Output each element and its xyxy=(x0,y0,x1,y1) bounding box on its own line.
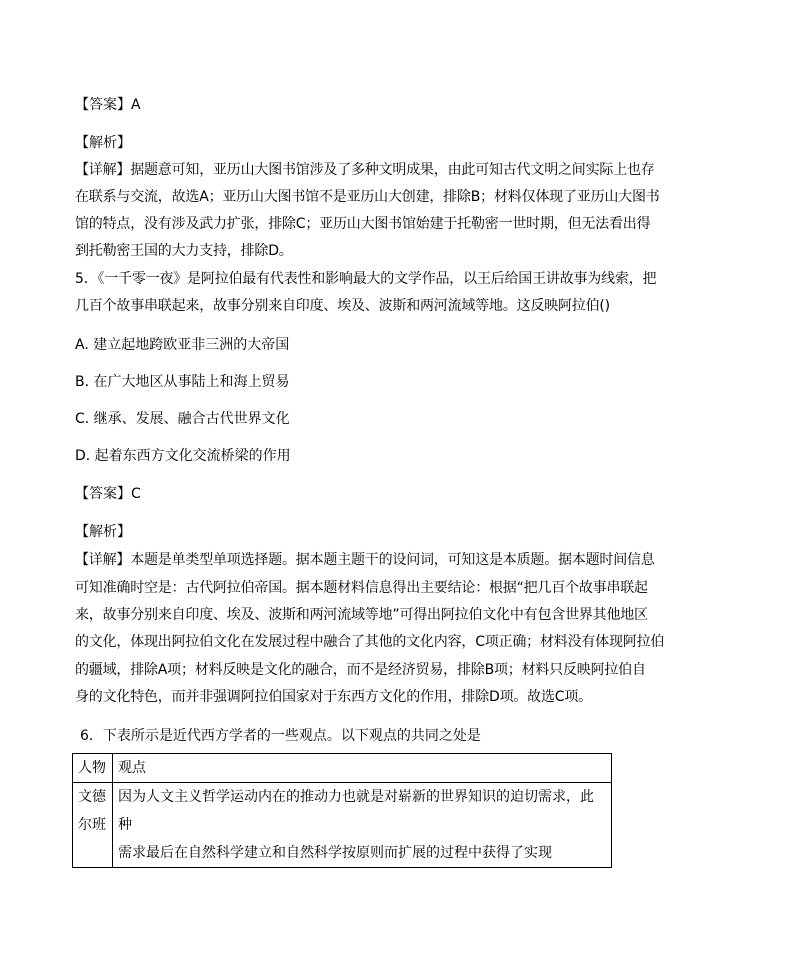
detail-2-line-1: 【详解】本题是单类型单项选择题。据本题主题干的设问词，可知这是本质题。据本题时间信息 xyxy=(75,552,655,568)
person-line-2: 尔班 xyxy=(78,817,106,833)
header-person: 人物 xyxy=(73,754,113,783)
answer-2: 【答案】C xyxy=(75,486,141,502)
cell-view xyxy=(113,783,612,868)
option-5-d: D. 起着东西方文化交流桥梁的作用 xyxy=(75,448,291,464)
detail-1-line-2: 在联系与交流，故选A；亚历山大图书馆不是亚历山大创建，排除B；材料仅体现了亚历山大图书 xyxy=(75,189,660,205)
option-5-c: C. 继承、发展、融合古代世界文化 xyxy=(75,411,290,427)
analysis-heading-2: 【解析】 xyxy=(75,524,131,540)
view-line-1: 因为人文主义哲学运动内在的推动力也就是对崭新的世界知识的迫切需求，此种 xyxy=(118,789,594,833)
detail-2-line-3: 来，故事分别来自印度、埃及、波斯和两河流域等地”可得出阿拉伯文化中有包含世界其他地区 xyxy=(75,607,648,623)
option-5-a: A. 建立起地跨欧亚非三洲的大帝国 xyxy=(75,337,290,353)
table-row xyxy=(73,783,612,868)
detail-1-line-4: 到托勒密王国的大力支持，排除D。 xyxy=(75,243,293,259)
detail-1-line-3: 馆的特点，没有涉及武力扩张，排除C；亚历山大图书馆始建于托勒密一世时期，但无法看出得 xyxy=(75,216,651,232)
view-line-2: 需求最后在自然科学建立和自然科学按原则而扩展的过程中获得了实现 xyxy=(118,845,552,861)
detail-2-line-6: 身的文化特色，而并非强调阿拉伯国家对于东西方文化的作用，排除D项。故选C项。 xyxy=(75,689,592,705)
detail-2-line-5: 的疆域，排除A项；材料反映是文化的融合，而不是经济贸易，排除B项；材料只反映阿拉伯自 xyxy=(75,662,646,678)
cell-person xyxy=(73,783,113,868)
answer-1: 【答案】A xyxy=(75,97,141,113)
table-header-row xyxy=(73,754,612,783)
question-6: 6．下表所示是近代西方学者的一些观点。以下观点的共同之处是 xyxy=(80,728,481,744)
header-view: 观点 xyxy=(113,754,612,783)
detail-2-line-4: 的文化，体现出阿拉伯文化在发展过程中融合了其他的文化内容，C项正确；材料没有体现阿拉伯 xyxy=(75,634,665,650)
person-line-1: 文德 xyxy=(78,789,106,805)
detail-1-line-1: 【详解】据题意可知，亚历山大图书馆涉及了多种文明成果，由此可知古代文明之间实际上也存 xyxy=(75,162,655,178)
option-5-b: B. 在广大地区从事陆上和海上贸易 xyxy=(75,374,290,390)
detail-2-line-2: 可知准确时空是：古代阿拉伯帝国。据本题材料信息得出主要结论：根据“把几百个故事串联起 xyxy=(75,580,648,596)
question-5-line-2: 几百个故事串联起来，故事分别来自印度、埃及、波斯和两河流域等地。这反映阿拉伯() xyxy=(75,298,610,314)
analysis-heading-1: 【解析】 xyxy=(75,135,131,151)
question-5-line-1: 5．《一千零一夜》是阿拉伯最有代表性和影响最大的文学作品，以王后给国王讲故事为线索，把 xyxy=(75,271,657,287)
views-table xyxy=(72,753,612,868)
